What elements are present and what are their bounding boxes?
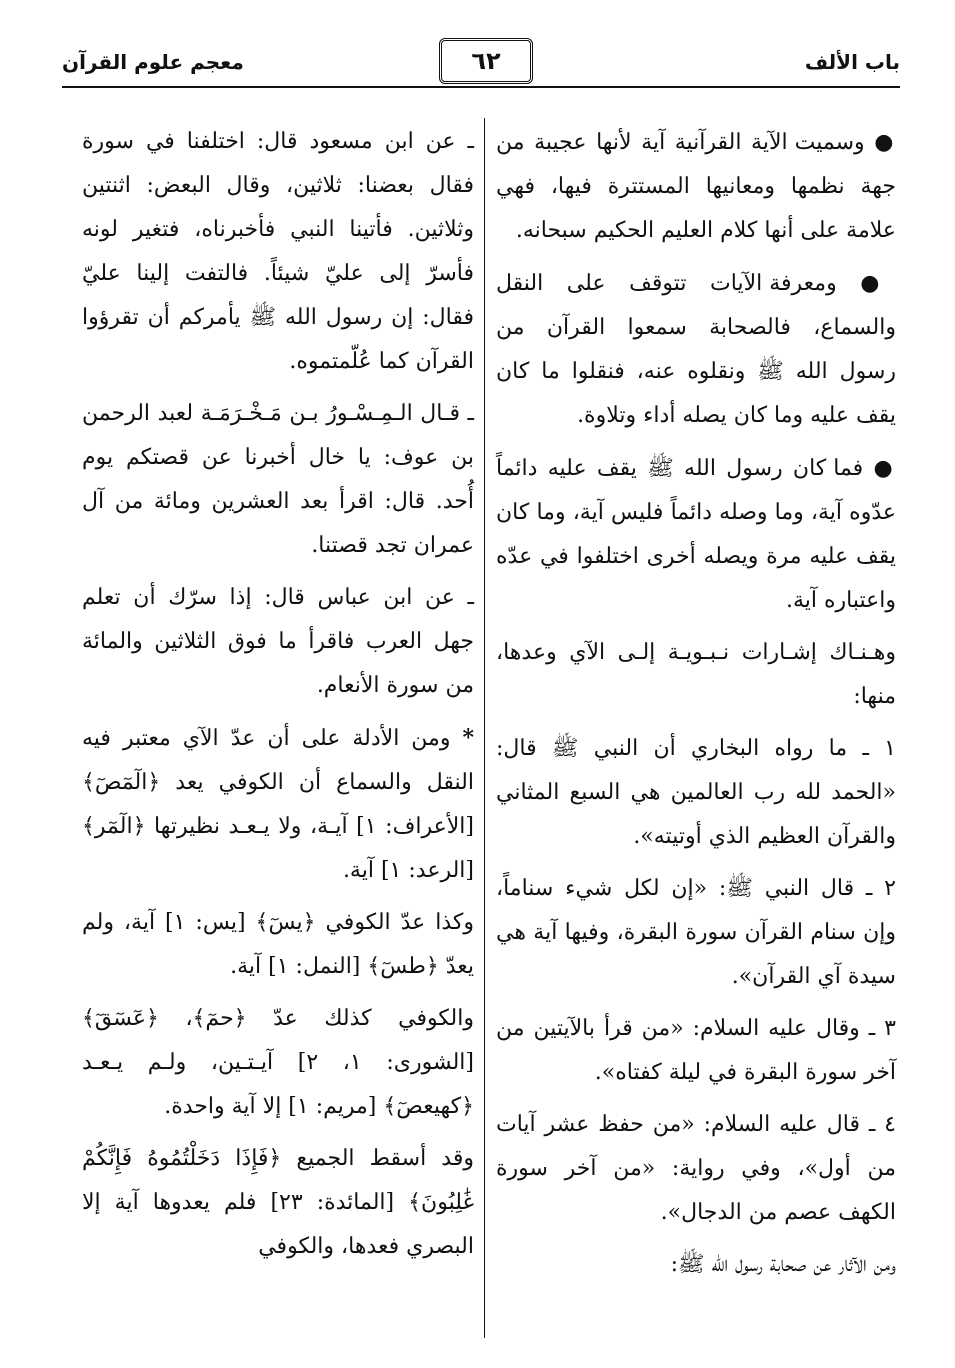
- paragraph: [82, 1137, 474, 1269]
- paragraph-text: ـ عن ابن مسعود قال: اختلفنا في سورة فقال بعضنا: ثلاثين، وقال البعض: اثنتين وثلاثين. فأتينا النبي فأخبرناه، فتغير لونه فأسرّ إلى عليّ شيئاً. فالتفت إلينا عليّ فقال: إن رسول الله ﷺ يأمركم أن تقرؤوا القرآن كما عُلّمتموه.: [82, 129, 474, 374]
- paragraph-text: ٢ ـ قال النبي ﷺ: «إن لكل شيء سناماً، وإن سنام القرآن سورة البقرة، وفيها آية هي سيدة آي القرآن».: [496, 876, 896, 989]
- paragraph: [496, 446, 896, 623]
- paragraph-text: وهـنـاك إشـارات نـبـويـة إلـى الآي وعدها، منها:: [496, 640, 896, 709]
- bullet-icon: ●: [874, 129, 897, 155]
- paragraph: [496, 1243, 896, 1287]
- bullet-icon: ●: [860, 270, 896, 296]
- header-rule: [62, 86, 900, 88]
- left-column: [82, 120, 474, 1277]
- paragraph-text: وكذا عدّ الكوفي ﴿يسٓ﴾ [يس: ١] آية، ولم يعدّ ﴿طسٓ﴾ [النمل: ١] آية.: [82, 910, 475, 979]
- paragraph-text: ومن الآثار عن صحابة رسول الله ﷺ:: [670, 1252, 896, 1277]
- paragraph: [496, 631, 896, 719]
- page-header: [62, 38, 900, 88]
- section-title: باب الألف: [804, 50, 900, 74]
- paragraph-text: فما كان رسول الله ﷺ يقف عليه دائماً عدّوه آية، وما وصله دائماً فليس آية، وما كان يقف عليه مرة ويصله أخرى اختلفوا في عدّه واعتباره آية.: [496, 456, 896, 613]
- paragraph-text: والكوفي كذلك عدّ ﴿حمٓ﴾، ﴿عٓسٓقٓ﴾ [الشورى: ١، ٢] آيـتـين، ولـم يـعـد ﴿كهيعصٓ﴾ [مريم: ١] إلا آية واحدة.: [82, 1006, 474, 1119]
- paragraph: [82, 576, 474, 708]
- paragraph: [496, 261, 896, 438]
- bullet-icon: ●: [873, 455, 896, 481]
- paragraph: [496, 1103, 896, 1235]
- paragraph: [82, 392, 474, 568]
- column-divider: [484, 118, 485, 1338]
- paragraph: [82, 716, 474, 893]
- asterisk-icon: *: [462, 725, 474, 751]
- paragraph-text: وقد أسقط الجميع ﴿فَإِذَا دَخَلْتُمُوهُ فَإِنَّكُمْ غَٰلِبُونَ﴾ [المائدة: ٢٣] فلم يعدوها آية إلا البصري فعدها، والكوفي: [82, 1146, 474, 1259]
- paragraph-text: ٤ ـ قال عليه السلام: «من حفظ عشر آيات من أول»، وفي رواية: «من آخر سورة الكهف عصم من الدجال».: [496, 1112, 896, 1225]
- page-number: ٦٢: [439, 38, 533, 84]
- paragraph: [496, 1007, 896, 1095]
- paragraph-text: وسميت الآية القرآنية آية لأنها عجيبة من جهة نظمها ومعانيها المستترة فيها، فهي علامة على أنها كلام العليم الحكيم سبحانه.: [496, 130, 896, 243]
- right-column: [496, 120, 896, 1295]
- paragraph: [496, 727, 896, 859]
- paragraph-text: ومن الأدلة على أن عدّ الآي معتبر فيه النقل والسماع أن الكوفي يعد ﴿الٓمٓصٓ﴾ [الأعراف: ١] آيـة، ولا يـعـد نظيرتها ﴿الٓمٓر﴾ [الرعد: ١] آية.: [82, 726, 474, 883]
- paragraph: [82, 120, 474, 384]
- paragraph: [496, 120, 896, 253]
- paragraph-text: ـ عن ابن عباس قال: إذا سرّك أن تعلم جهل العرب فاقرأ ما فوق الثلاثين والمائة من سورة الأنعام.: [82, 585, 474, 698]
- paragraph-text: ـ قـال الـمِـسْـورُ بـن مَـخْـرَمَـة لعبد الرحمن بن عوف: يا خال أخبرنا عن قصتكم يوم أُحد. قال: اقرأ بعد العشرين ومائة من آل عمران تجد قصتنا.: [82, 401, 474, 558]
- paragraph-text: ١ ـ ما رواه البخاري أن النبي ﷺ قال: «الحمد لله رب العالمين هي السبع المثاني والقرآن العظيم الذي أوتيته».: [496, 736, 896, 849]
- book-title: معجم علوم القرآن: [62, 50, 244, 74]
- paragraph: [82, 901, 474, 989]
- paragraph: [82, 997, 474, 1129]
- paragraph-text: ومعرفة الآيات تتوقف على النقل والسماع، فالصحابة سمعوا القرآن من رسول الله ﷺ ونقلوه عنه، فنقلوا ما كان يقف عليه وما كان يصله أداء وتلاوة.: [496, 271, 896, 428]
- paragraph: [496, 867, 896, 999]
- paragraph-text: ٣ ـ وقال عليه السلام: «من قرأ بالآيتين من آخر سورة البقرة في ليلة كفتاه».: [496, 1016, 896, 1085]
